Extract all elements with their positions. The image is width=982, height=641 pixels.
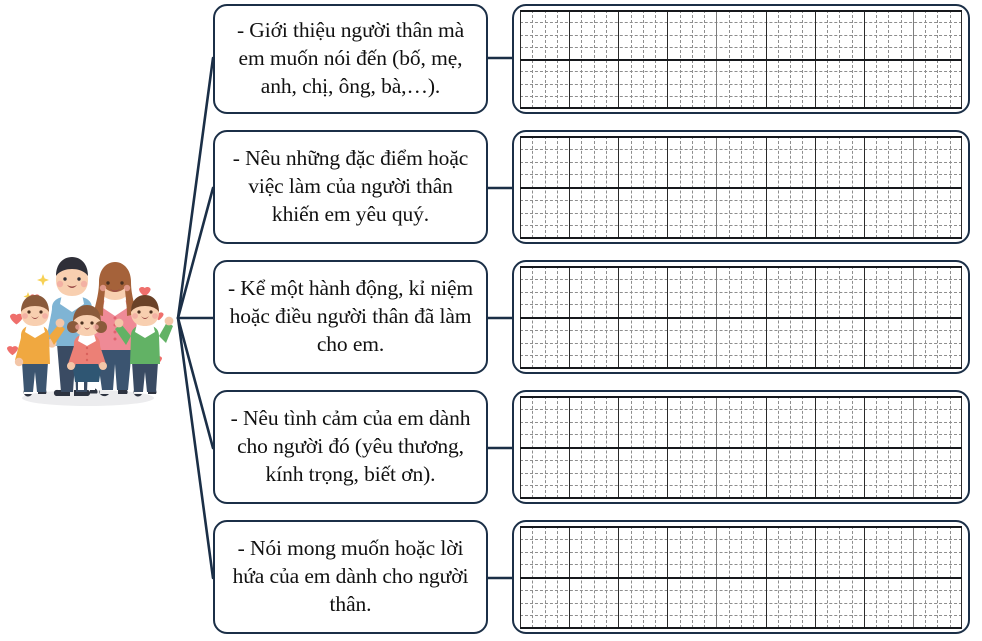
grid-fine-hline [520, 174, 962, 175]
idea-box-2[interactable] [213, 130, 488, 244]
grid-fine-hline [520, 279, 962, 280]
grid-fine-vline [937, 136, 938, 238]
grid-major-vline [815, 10, 816, 108]
grid-fine-hline [520, 330, 962, 331]
grid-fine-vline [876, 396, 877, 498]
grid-fine-vline [827, 526, 828, 628]
grid-major-vline [913, 136, 914, 238]
idea-box-1[interactable] [213, 4, 488, 114]
grid-major-vline [618, 10, 619, 108]
grid-major-vline [815, 526, 816, 628]
grid-major-hline [520, 447, 962, 449]
grid-fine-hline [520, 200, 962, 201]
grid-fine-vline [655, 526, 656, 628]
grid-major-vline [520, 10, 521, 108]
grid-fine-vline [827, 266, 828, 368]
grid-major-vline [667, 136, 668, 238]
connector-hub-to-idea-5 [178, 318, 213, 578]
grid-fine-vline [655, 10, 656, 108]
grid-major-vline [913, 10, 914, 108]
grid-major-hline [520, 367, 962, 369]
grid-major-vline [961, 136, 962, 238]
grid-fine-vline [581, 396, 582, 498]
grid-major-vline [667, 526, 668, 628]
grid-major-hline [520, 10, 962, 12]
grid-fine-vline [852, 396, 853, 498]
grid-major-vline [569, 266, 570, 368]
girl-skirt [72, 362, 102, 382]
grid-fine-hline [520, 225, 962, 226]
grid-fine-vline [643, 136, 644, 238]
grid-fine-vline [901, 396, 902, 498]
answer-grid-2-surface[interactable] [520, 136, 962, 238]
grid-fine-vline [692, 136, 693, 238]
grid-fine-hline [520, 213, 962, 214]
grid-fine-vline [937, 526, 938, 628]
answer-grid-3-surface[interactable] [520, 266, 962, 368]
grid-fine-vline [594, 136, 595, 238]
grid-fine-vline [925, 266, 926, 368]
grid-major-vline [864, 526, 865, 628]
grid-fine-vline [852, 526, 853, 628]
grid-fine-vline [594, 396, 595, 498]
grid-fine-vline [692, 266, 693, 368]
grid-fine-vline [778, 136, 779, 238]
answer-grid-5[interactable] [512, 520, 970, 634]
grid-fine-vline [532, 10, 533, 108]
grid-major-hline [520, 317, 962, 319]
grid-fine-hline [520, 460, 962, 461]
idea-box-4[interactable] [213, 390, 488, 504]
grid-major-vline [618, 136, 619, 238]
answer-grid-2[interactable] [512, 130, 970, 244]
grid-fine-vline [901, 10, 902, 108]
grid-fine-vline [594, 526, 595, 628]
grid-major-vline [520, 266, 521, 368]
grid-fine-vline [729, 526, 730, 628]
grid-fine-vline [557, 266, 558, 368]
grid-fine-vline [729, 10, 730, 108]
grid-major-vline [667, 266, 668, 368]
grid-major-vline [569, 396, 570, 498]
grid-fine-vline [950, 136, 951, 238]
grid-major-vline [618, 396, 619, 498]
grid-fine-hline [520, 485, 962, 486]
grid-fine-vline [876, 136, 877, 238]
grid-fine-vline [888, 396, 889, 498]
grid-fine-vline [778, 266, 779, 368]
grid-major-vline [864, 10, 865, 108]
grid-major-vline [569, 526, 570, 628]
grid-fine-vline [802, 10, 803, 108]
grid-fine-vline [741, 10, 742, 108]
grid-fine-vline [802, 526, 803, 628]
grid-fine-vline [901, 136, 902, 238]
grid-fine-vline [594, 10, 595, 108]
grid-fine-vline [545, 10, 546, 108]
grid-fine-vline [876, 266, 877, 368]
grid-fine-vline [753, 396, 754, 498]
answer-grid-1-surface[interactable] [520, 10, 962, 108]
grid-fine-vline [704, 396, 705, 498]
grid-major-hline [520, 237, 962, 239]
grid-fine-vline [950, 10, 951, 108]
grid-major-hline [520, 136, 962, 138]
grid-major-vline [961, 10, 962, 108]
grid-fine-vline [594, 266, 595, 368]
grid-fine-vline [729, 136, 730, 238]
grid-fine-vline [778, 396, 779, 498]
grid-major-hline [520, 187, 962, 189]
grid-fine-hline [520, 84, 962, 85]
grid-fine-vline [827, 10, 828, 108]
grid-major-vline [961, 396, 962, 498]
grid-major-vline [766, 526, 767, 628]
grid-fine-vline [753, 526, 754, 628]
grid-fine-vline [643, 10, 644, 108]
grid-major-vline [766, 266, 767, 368]
idea-box-4-text: - Nêu tình cảm của em dành cho người đó (yêu thương, kính trọng, biết ơn). [230, 406, 471, 486]
grid-fine-vline [901, 526, 902, 628]
grid-fine-vline [839, 396, 840, 498]
grid-fine-vline [643, 396, 644, 498]
grid-fine-vline [545, 396, 546, 498]
grid-fine-vline [876, 526, 877, 628]
grid-major-vline [766, 10, 767, 108]
grid-fine-vline [704, 266, 705, 368]
grid-major-vline [913, 526, 914, 628]
grid-fine-vline [680, 526, 681, 628]
grid-fine-vline [852, 10, 853, 108]
grid-major-vline [815, 396, 816, 498]
grid-fine-vline [888, 10, 889, 108]
grid-fine-vline [606, 396, 607, 498]
grid-fine-hline [520, 47, 962, 48]
grid-fine-hline [520, 355, 962, 356]
grid-fine-vline [631, 526, 632, 628]
idea-box-5-text: - Nói mong muốn hoặc lời hứa của em dành cho người thân. [232, 536, 469, 616]
grid-fine-vline [802, 266, 803, 368]
grid-fine-vline [606, 136, 607, 238]
grid-major-vline [961, 526, 962, 628]
grid-major-vline [864, 136, 865, 238]
grid-major-vline [913, 266, 914, 368]
grid-major-vline [520, 396, 521, 498]
grid-fine-vline [778, 526, 779, 628]
grid-fine-vline [581, 10, 582, 108]
idea-box-3[interactable] [213, 260, 488, 374]
grid-major-hline [520, 497, 962, 499]
grid-fine-vline [545, 526, 546, 628]
answer-grid-5-surface[interactable] [520, 526, 962, 628]
grid-fine-vline [581, 526, 582, 628]
grid-fine-vline [631, 396, 632, 498]
grid-major-hline [520, 627, 962, 629]
grid-fine-vline [655, 396, 656, 498]
family-illustration [2, 252, 174, 410]
grid-major-vline [864, 396, 865, 498]
boy-left-pants [22, 362, 48, 392]
grid-fine-vline [545, 136, 546, 238]
grid-major-vline [716, 396, 717, 498]
grid-fine-vline [631, 266, 632, 368]
grid-fine-vline [790, 136, 791, 238]
grid-fine-vline [704, 10, 705, 108]
grid-fine-hline [520, 343, 962, 344]
grid-major-vline [716, 526, 717, 628]
grid-fine-hline [520, 96, 962, 97]
grid-fine-vline [643, 266, 644, 368]
grid-major-vline [961, 266, 962, 368]
grid-fine-vline [937, 266, 938, 368]
grid-fine-vline [532, 396, 533, 498]
grid-fine-hline [520, 71, 962, 72]
grid-fine-vline [606, 526, 607, 628]
connector-hub-to-idea-1 [178, 58, 213, 318]
grid-fine-hline [520, 422, 962, 423]
grid-fine-hline [520, 552, 962, 553]
grid-fine-vline [925, 526, 926, 628]
grid-fine-vline [532, 136, 533, 238]
grid-fine-vline [937, 10, 938, 108]
answer-grid-3[interactable] [512, 260, 970, 374]
grid-fine-vline [839, 136, 840, 238]
grid-fine-vline [950, 526, 951, 628]
grid-major-vline [520, 136, 521, 238]
grid-fine-hline [520, 434, 962, 435]
grid-fine-vline [643, 526, 644, 628]
grid-fine-vline [925, 136, 926, 238]
boy-right-hand [165, 317, 174, 326]
grid-fine-vline [557, 526, 558, 628]
grid-fine-hline [520, 22, 962, 23]
idea-box-5[interactable] [213, 520, 488, 634]
grid-major-vline [569, 10, 570, 108]
grid-major-hline [520, 577, 962, 579]
grid-fine-vline [950, 266, 951, 368]
grid-fine-vline [741, 266, 742, 368]
answer-grid-4-surface[interactable] [520, 396, 962, 498]
idea-box-3-text: - Kể một hành động, kỉ niệm hoặc điều người thân đã làm cho em. [227, 276, 474, 356]
idea-box-1-text: - Giới thiệu người thân mà em muốn nói đến (bố, mẹ, anh, chị, ông, bà,…). [236, 18, 465, 98]
grid-fine-vline [839, 526, 840, 628]
grid-fine-vline [925, 396, 926, 498]
grid-fine-vline [790, 10, 791, 108]
grid-fine-vline [680, 136, 681, 238]
grid-fine-hline [520, 473, 962, 474]
grid-major-vline [716, 136, 717, 238]
grid-fine-vline [729, 396, 730, 498]
grid-major-hline [520, 526, 962, 528]
grid-major-vline [913, 396, 914, 498]
grid-fine-vline [753, 136, 754, 238]
grid-fine-vline [680, 266, 681, 368]
grid-fine-vline [581, 136, 582, 238]
grid-fine-vline [741, 396, 742, 498]
answer-grid-4[interactable] [512, 390, 970, 504]
grid-fine-vline [655, 266, 656, 368]
grid-major-vline [520, 526, 521, 628]
grid-fine-vline [532, 266, 533, 368]
grid-fine-vline [839, 10, 840, 108]
grid-major-vline [766, 136, 767, 238]
grid-fine-hline [520, 539, 962, 540]
grid-major-vline [766, 396, 767, 498]
grid-fine-vline [888, 266, 889, 368]
grid-fine-vline [557, 136, 558, 238]
grid-fine-vline [631, 10, 632, 108]
grid-fine-vline [680, 396, 681, 498]
grid-fine-vline [778, 10, 779, 108]
grid-fine-vline [557, 396, 558, 498]
grid-fine-vline [937, 396, 938, 498]
grid-fine-vline [839, 266, 840, 368]
grid-fine-hline [520, 149, 962, 150]
grid-major-vline [569, 136, 570, 238]
grid-fine-vline [802, 136, 803, 238]
boy-right-raised-arm [159, 322, 173, 343]
grid-fine-vline [680, 10, 681, 108]
grid-fine-vline [581, 266, 582, 368]
grid-major-vline [864, 266, 865, 368]
answer-grid-1[interactable] [512, 4, 970, 114]
grid-major-vline [618, 266, 619, 368]
grid-fine-vline [876, 10, 877, 108]
grid-major-hline [520, 107, 962, 109]
grid-fine-hline [520, 615, 962, 616]
grid-fine-vline [545, 266, 546, 368]
grid-fine-hline [520, 292, 962, 293]
grid-fine-vline [753, 10, 754, 108]
grid-fine-vline [888, 136, 889, 238]
grid-fine-hline [520, 409, 962, 410]
grid-fine-hline [520, 35, 962, 36]
grid-fine-vline [802, 396, 803, 498]
grid-major-vline [618, 526, 619, 628]
idea-box-2-text: - Nêu những đặc điểm hoặc việc làm của người thân khiến em yêu quý. [232, 146, 469, 226]
grid-fine-vline [753, 266, 754, 368]
grid-fine-vline [704, 136, 705, 238]
grid-fine-vline [852, 266, 853, 368]
grid-fine-vline [631, 136, 632, 238]
grid-fine-vline [901, 266, 902, 368]
grid-major-vline [815, 136, 816, 238]
grid-major-vline [815, 266, 816, 368]
grid-fine-vline [692, 396, 693, 498]
grid-fine-vline [741, 136, 742, 238]
grid-fine-vline [790, 526, 791, 628]
grid-fine-vline [741, 526, 742, 628]
grid-fine-hline [520, 603, 962, 604]
grid-fine-hline [520, 564, 962, 565]
grid-fine-vline [606, 10, 607, 108]
grid-major-hline [520, 396, 962, 398]
grid-major-vline [667, 10, 668, 108]
grid-fine-vline [827, 396, 828, 498]
grid-fine-vline [606, 266, 607, 368]
grid-fine-vline [655, 136, 656, 238]
grid-fine-hline [520, 162, 962, 163]
grid-fine-vline [827, 136, 828, 238]
grid-fine-vline [925, 10, 926, 108]
grid-fine-vline [888, 526, 889, 628]
grid-fine-vline [790, 396, 791, 498]
grid-fine-vline [692, 10, 693, 108]
grid-fine-vline [852, 136, 853, 238]
grid-major-hline [520, 59, 962, 61]
boy-left-hand [56, 319, 65, 328]
grid-fine-vline [729, 266, 730, 368]
grid-major-vline [716, 10, 717, 108]
connector-hub-to-idea-2 [178, 188, 213, 318]
boy-right-pants [132, 362, 158, 392]
grid-fine-hline [520, 304, 962, 305]
grid-major-hline [520, 266, 962, 268]
grid-fine-vline [692, 526, 693, 628]
connector-hub-to-idea-4 [178, 318, 213, 448]
grid-fine-vline [704, 526, 705, 628]
grid-fine-vline [532, 526, 533, 628]
grid-fine-vline [950, 396, 951, 498]
grid-major-vline [667, 396, 668, 498]
grid-fine-vline [557, 10, 558, 108]
grid-fine-vline [790, 266, 791, 368]
grid-fine-hline [520, 590, 962, 591]
grid-major-vline [716, 266, 717, 368]
